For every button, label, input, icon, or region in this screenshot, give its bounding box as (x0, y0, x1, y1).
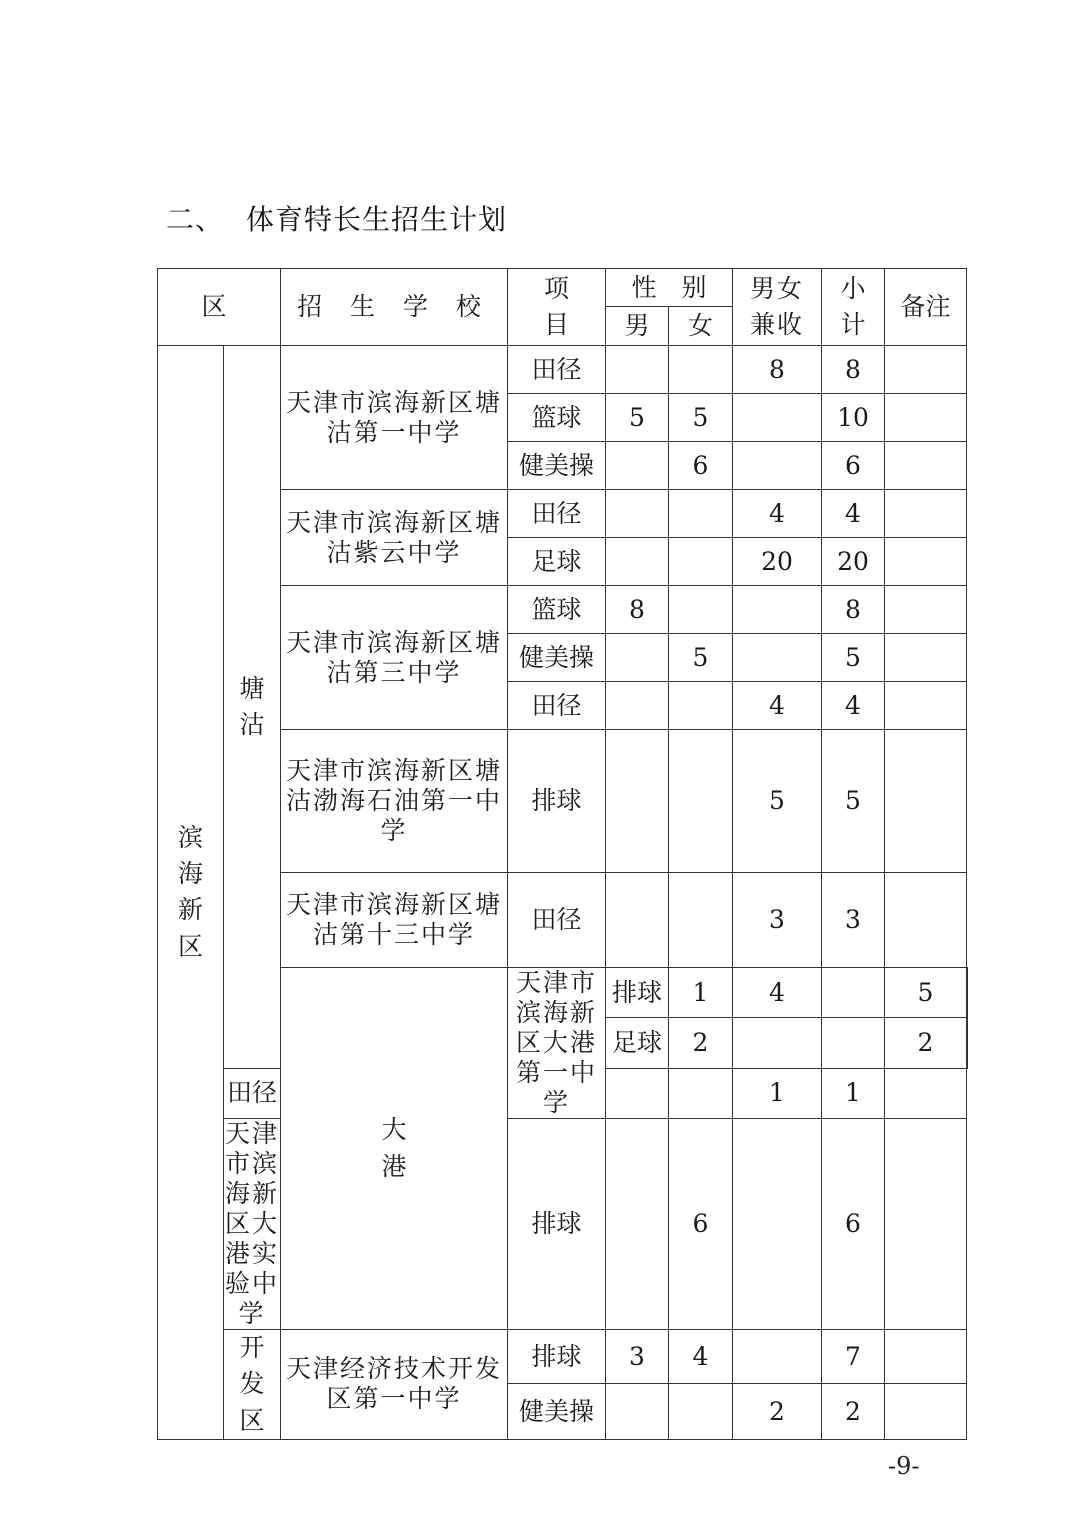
coed-cell: 3 (733, 873, 822, 968)
school-name: 天津市滨海新区塘沽第十三中学 (281, 873, 508, 968)
subarea-tanggu: 塘沽 (224, 346, 281, 1069)
header-subtotal: 小计 (822, 269, 885, 346)
sport-cell: 田径 (508, 873, 606, 968)
subtotal-cell: 5 (885, 968, 967, 1018)
sport-cell: 田径 (508, 490, 606, 538)
male-cell (606, 682, 669, 730)
male-cell (606, 1119, 669, 1330)
subtotal-cell: 8 (822, 586, 885, 634)
sport-cell: 健美操 (508, 634, 606, 682)
female-cell (669, 1384, 733, 1439)
male-cell (606, 538, 669, 586)
male-cell: 8 (606, 586, 669, 634)
male-cell (606, 490, 669, 538)
enrollment-table (157, 268, 968, 1440)
female-cell: 4 (669, 1330, 733, 1384)
notes-cell (885, 394, 967, 442)
notes-cell (885, 490, 967, 538)
school-name: 天津市滨海新区塘沽紫云中学 (281, 490, 508, 586)
sport-cell: 足球 (508, 538, 606, 586)
coed-cell: 4 (733, 490, 822, 538)
coed-cell: 20 (733, 538, 822, 586)
coed-cell (733, 634, 822, 682)
header-female: 女 (669, 307, 733, 346)
female-cell (733, 1018, 822, 1068)
sport-cell: 田径 (508, 682, 606, 730)
school-name: 天津市滨海新区大港实验中学 (224, 1119, 279, 1328)
notes-cell (885, 346, 967, 394)
district-cell: 滨海新区 (158, 346, 224, 1440)
subtotal-cell: 20 (822, 538, 885, 586)
subarea-kaifaqu: 开发区 (224, 1330, 281, 1440)
table-row (158, 1330, 968, 1384)
notes-cell (967, 1018, 968, 1068)
subtotal-cell: 4 (822, 682, 885, 730)
coed-cell: 2 (733, 1384, 822, 1439)
school-name: 天津市滨海新区塘沽渤海石油第一中学 (281, 730, 508, 873)
section-heading (166, 198, 507, 238)
sport-cell: 排球 (606, 968, 669, 1018)
male-cell: 5 (606, 394, 669, 442)
notes-cell (885, 586, 967, 634)
notes-cell (885, 682, 967, 730)
male-cell: 1 (669, 968, 733, 1018)
header-district: 区 (158, 269, 281, 346)
male-cell (606, 346, 669, 394)
section-title: 体育特长生招生计划 (246, 203, 508, 236)
coed-cell (733, 1330, 822, 1384)
coed-cell (822, 968, 885, 1018)
header-notes: 备注 (885, 269, 967, 346)
header-gender: 性 别 (606, 269, 733, 307)
school-name: 天津市滨海新区塘沽第一中学 (281, 346, 508, 490)
male-cell (606, 730, 669, 873)
subtotal-cell: 10 (822, 394, 885, 442)
notes-cell (885, 1068, 967, 1118)
coed-cell: 1 (733, 1068, 822, 1118)
sport-cell: 篮球 (508, 586, 606, 634)
male-cell: 3 (606, 1330, 669, 1384)
coed-cell (733, 394, 822, 442)
coed-cell: 5 (733, 730, 822, 873)
table-row (158, 1119, 968, 1330)
table-row (158, 346, 968, 394)
notes-cell (885, 1330, 967, 1384)
male-cell (606, 1068, 669, 1118)
page-number: -9- (888, 1452, 920, 1480)
male-cell (606, 442, 669, 490)
sport-cell: 排球 (508, 1330, 606, 1384)
notes-cell (885, 538, 967, 586)
sport-cell: 篮球 (508, 394, 606, 442)
coed-cell: 8 (733, 346, 822, 394)
sport-cell: 健美操 (508, 442, 606, 490)
female-cell: 4 (733, 968, 822, 1018)
sport-cell: 足球 (606, 1018, 669, 1068)
subtotal-cell: 7 (822, 1330, 885, 1384)
notes-cell (885, 442, 967, 490)
subtotal-cell: 4 (822, 490, 885, 538)
subtotal-cell: 2 (885, 1018, 967, 1068)
female-cell (669, 682, 733, 730)
subtotal-cell: 5 (822, 730, 885, 873)
sport-cell: 田径 (224, 1068, 281, 1118)
subarea-dagang: 大港 (281, 968, 508, 1330)
female-cell: 5 (669, 394, 733, 442)
male-cell: 2 (669, 1018, 733, 1068)
subtotal-cell: 6 (822, 1119, 885, 1330)
section-number: 二、 (166, 203, 225, 236)
coed-cell (733, 1119, 822, 1330)
notes-cell (885, 634, 967, 682)
female-cell (669, 586, 733, 634)
subtotal-cell: 1 (822, 1068, 885, 1118)
sport-cell: 排球 (508, 730, 606, 873)
coed-cell (733, 586, 822, 634)
coed-cell: 4 (733, 682, 822, 730)
male-cell (606, 1384, 669, 1439)
school-name: 天津市滨海新区大港第一中学 (508, 968, 606, 1119)
notes-cell (885, 1119, 967, 1330)
subtotal-cell: 6 (822, 442, 885, 490)
notes-cell (885, 873, 967, 968)
female-cell: 6 (669, 1119, 733, 1330)
sport-cell: 田径 (508, 346, 606, 394)
subtotal-cell: 2 (822, 1384, 885, 1439)
subtotal-cell: 3 (822, 873, 885, 968)
female-cell (669, 490, 733, 538)
female-cell: 6 (669, 442, 733, 490)
sport-cell: 排球 (508, 1119, 606, 1330)
school-name: 天津经济技术开发区第一中学 (281, 1330, 508, 1440)
school-name: 天津市滨海新区塘沽第三中学 (281, 586, 508, 730)
female-cell (669, 346, 733, 394)
subtotal-cell: 5 (822, 634, 885, 682)
female-cell (669, 730, 733, 873)
header-school: 招 生 学 校 (281, 269, 508, 346)
notes-cell (967, 968, 968, 1018)
female-cell: 5 (669, 634, 733, 682)
coed-cell (822, 1018, 885, 1068)
notes-cell (885, 1384, 967, 1439)
female-cell (669, 873, 733, 968)
female-cell (669, 1068, 733, 1118)
header-sport: 项目 (508, 269, 606, 346)
subtotal-cell: 8 (822, 346, 885, 394)
coed-cell (733, 442, 822, 490)
male-cell (606, 873, 669, 968)
header-male: 男 (606, 307, 669, 346)
header-coed: 男女兼收 (733, 269, 822, 346)
female-cell (669, 538, 733, 586)
notes-cell (885, 730, 967, 873)
sport-cell: 健美操 (508, 1384, 606, 1439)
male-cell (606, 634, 669, 682)
